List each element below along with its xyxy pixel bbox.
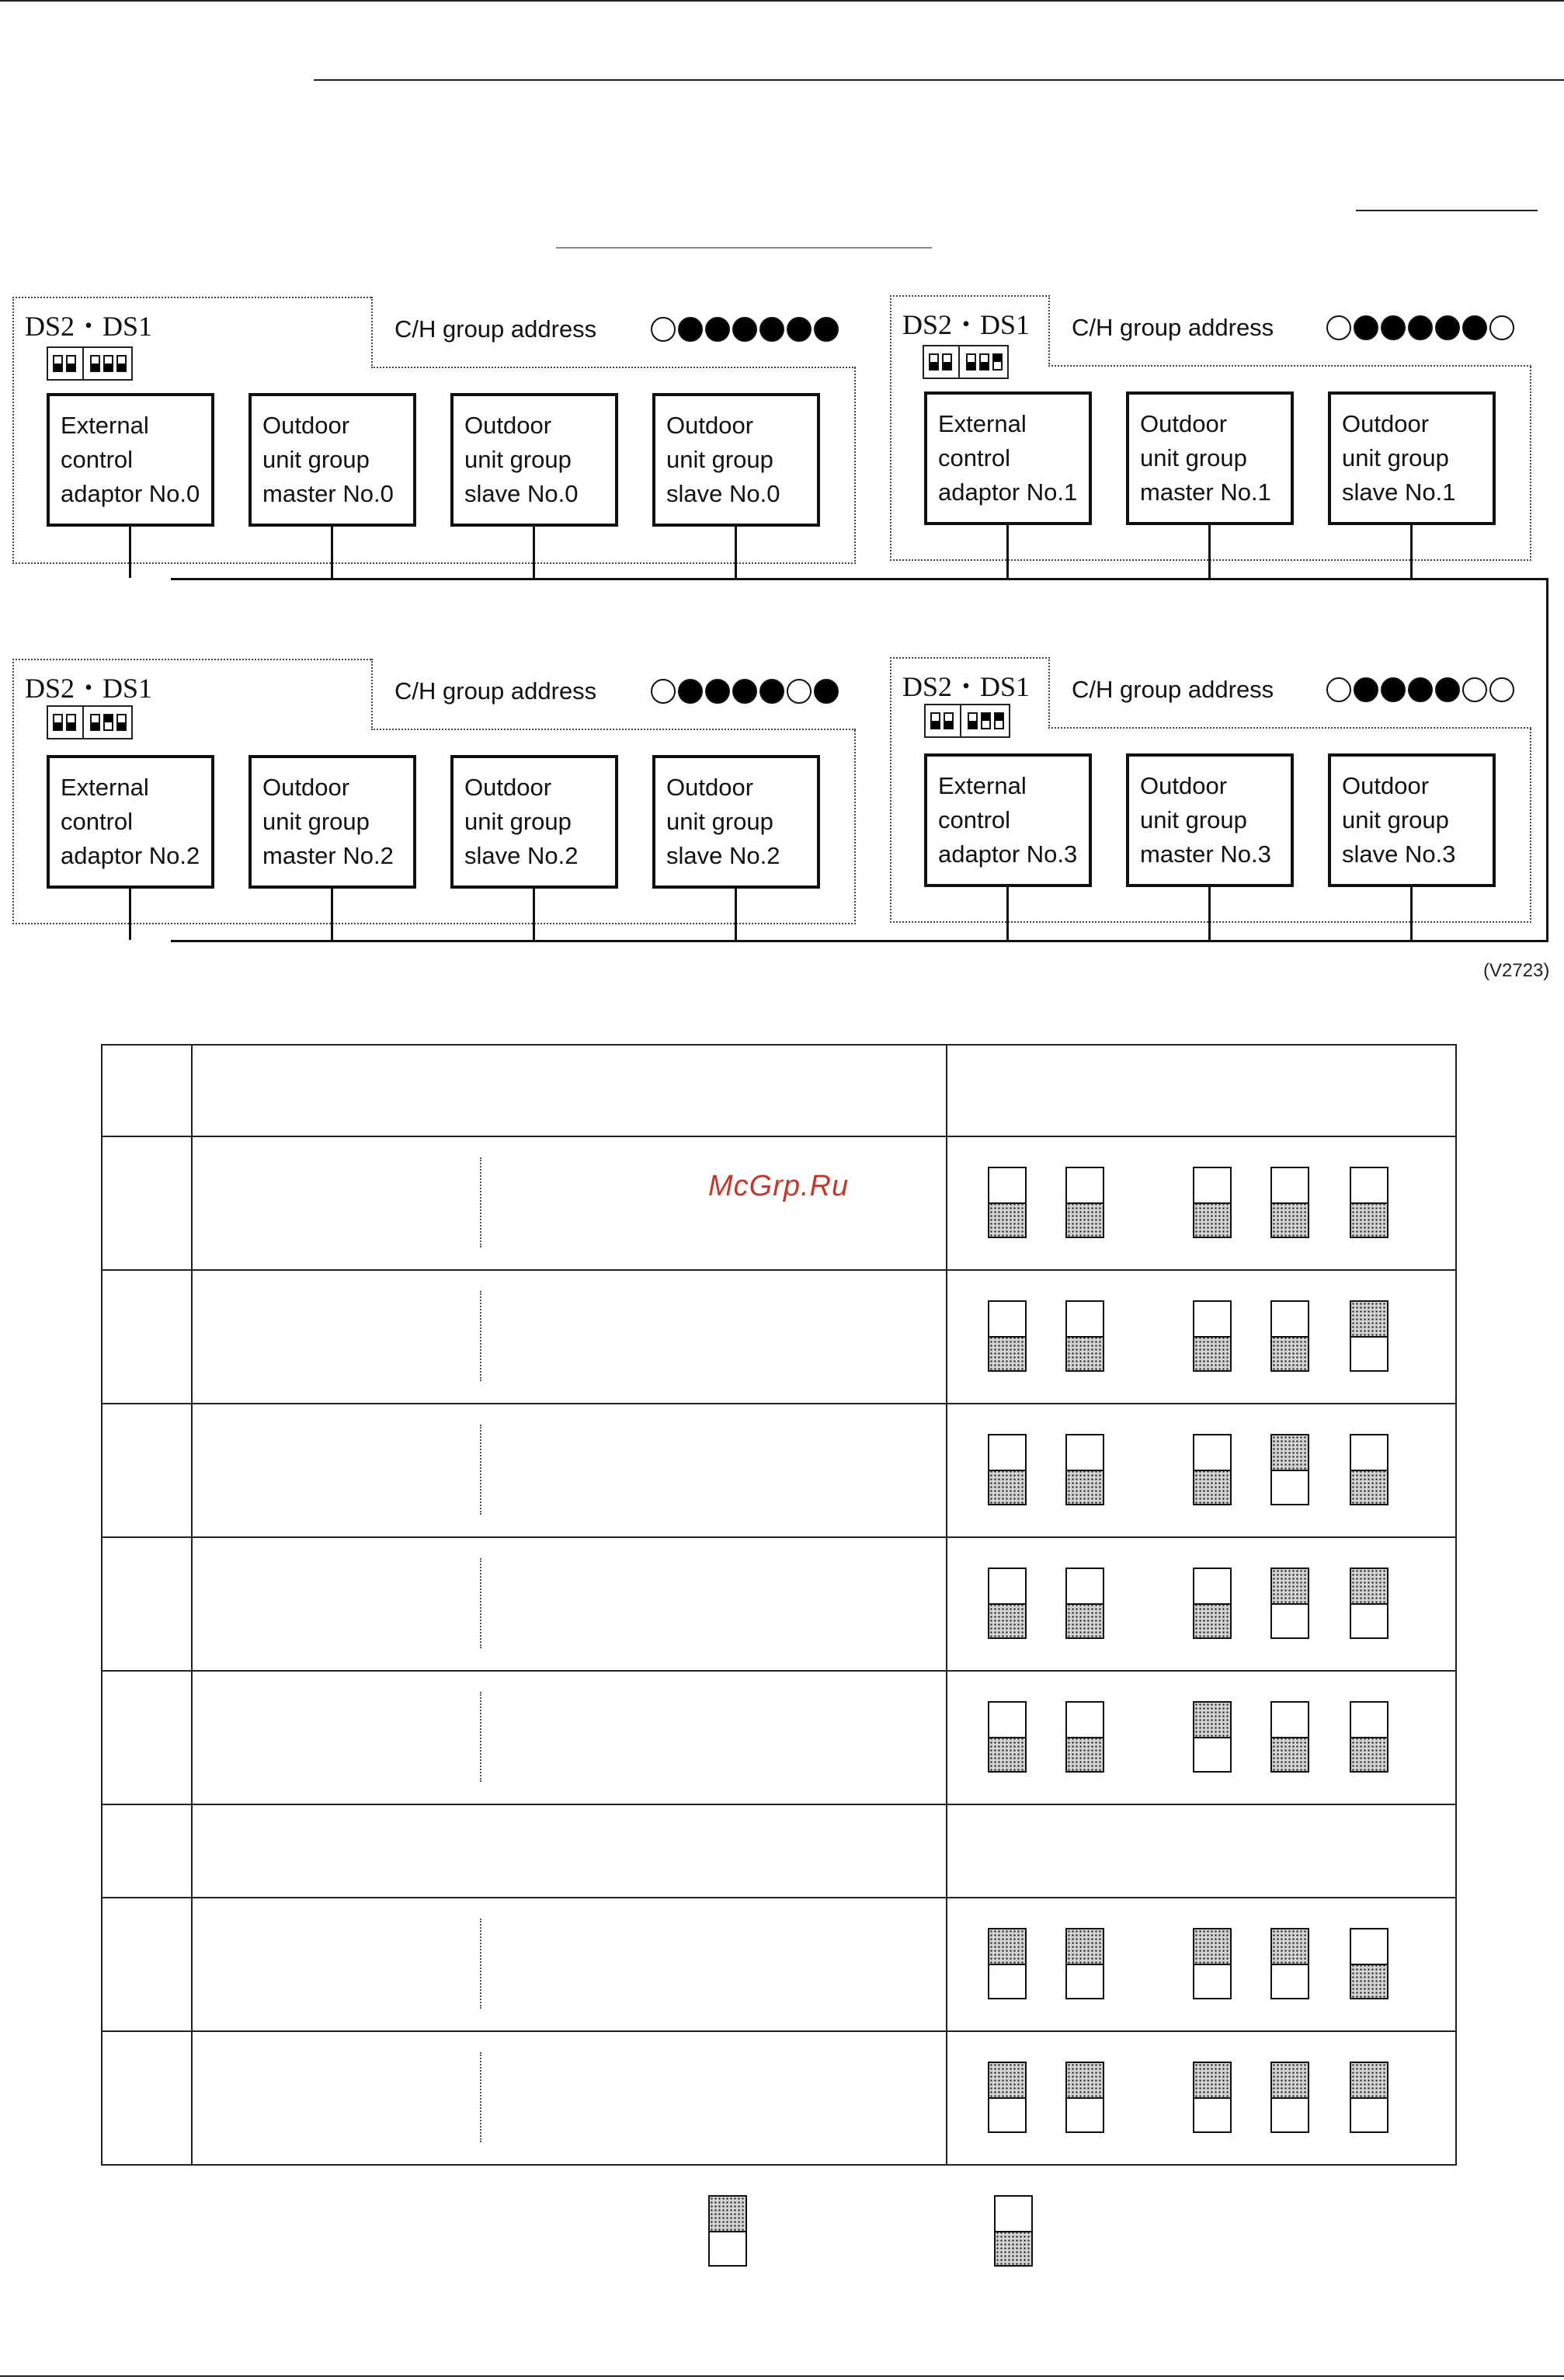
led-indicator-row <box>651 679 839 704</box>
row-dotted-divider <box>480 1558 481 1648</box>
unit-label-line: Outdoor <box>262 412 350 439</box>
dip-knob <box>54 722 61 729</box>
switch-divider <box>1067 1470 1103 1471</box>
dip-switch-position-icon <box>1270 1568 1309 1639</box>
dip-switch-block <box>923 345 1009 379</box>
dip-switch-position-icon <box>1350 1701 1388 1773</box>
bus-line-lower <box>171 940 1548 942</box>
switch-divider <box>1351 1336 1387 1338</box>
unit-drop-wire <box>533 889 535 940</box>
switch-divider <box>1194 2097 1230 2099</box>
led-off-icon <box>651 317 676 342</box>
dip-knob <box>930 362 937 369</box>
switch-divider <box>1351 1964 1387 1965</box>
outdoor-unit-box <box>652 755 820 889</box>
switch-fill <box>996 2231 1031 2265</box>
switch-divider <box>1194 1737 1230 1738</box>
switch-fill <box>1067 1603 1103 1637</box>
dip-switch-position-icon <box>1350 1167 1388 1238</box>
unit-label-line: External <box>938 410 1027 437</box>
switch-fill <box>1194 1929 1230 1964</box>
switch-divider <box>1194 1964 1230 1965</box>
dip-switch-position-icon <box>1350 1568 1388 1639</box>
dip-knob <box>68 722 75 729</box>
switch-divider <box>989 1202 1025 1204</box>
switch-fill <box>1351 1302 1387 1336</box>
dip-switch-icon <box>944 712 954 729</box>
ch-group-address-label: C/H group address <box>394 677 597 705</box>
switch-divider <box>1194 1202 1230 1204</box>
dip-switch-icon <box>53 714 63 731</box>
ch-group-address-label: C/H group address <box>1072 314 1274 341</box>
led-on-icon <box>759 317 784 342</box>
unit-label-line: adaptor No.0 <box>61 480 200 507</box>
unit-label-line: unit group <box>1342 444 1449 471</box>
switch-divider <box>1272 1964 1308 1965</box>
dip-switch-position-icon <box>1065 1928 1104 1999</box>
switch-fill <box>1272 1336 1308 1370</box>
unit-drop-wire <box>1208 887 1211 940</box>
unit-label-line: unit group <box>464 808 572 835</box>
dip-knob <box>945 721 952 728</box>
led-off-icon <box>1489 315 1514 340</box>
dip-switch-icon <box>966 353 976 371</box>
switch-fill <box>1194 1603 1230 1637</box>
unit-drop-wire <box>1006 525 1009 578</box>
dip-switch-position-icon <box>1065 1434 1104 1505</box>
dip-knob <box>118 722 125 729</box>
legend-switch-off-icon <box>994 2195 1033 2267</box>
table-row-divider <box>101 2030 1457 2032</box>
switch-fill <box>1272 1569 1308 1603</box>
unit-label-line: control <box>61 446 134 473</box>
table-frame <box>101 1044 1457 2166</box>
switch-divider <box>1351 1737 1387 1738</box>
table-row-divider <box>101 1269 1457 1271</box>
switch-divider <box>1272 1202 1308 1204</box>
switch-fill <box>1067 2063 1103 2097</box>
unit-label-line: unit group <box>1140 444 1247 471</box>
dip-knob <box>982 714 989 721</box>
dip-switch-position-icon <box>1065 2062 1104 2133</box>
led-on-icon <box>1381 315 1406 340</box>
dip-knob <box>981 362 988 369</box>
led-on-icon <box>759 679 784 704</box>
unit-label-line: master No.3 <box>1140 840 1271 868</box>
dip-knob <box>994 355 1001 362</box>
row-dotted-divider <box>480 1919 481 2009</box>
unit-label-line: master No.1 <box>1140 478 1271 506</box>
switch-fill <box>1351 2063 1387 2097</box>
dip-knob <box>968 362 975 369</box>
led-on-icon <box>1435 677 1460 702</box>
dip-switch-position-icon <box>1270 1167 1309 1238</box>
dip-separator <box>958 346 960 378</box>
led-off-icon <box>1326 315 1351 340</box>
led-off-icon <box>1489 677 1514 702</box>
external-control-adaptor <box>924 391 1092 525</box>
switch-divider <box>1351 1470 1387 1471</box>
dip-switch-icon <box>116 714 127 731</box>
unit-label-line: adaptor No.2 <box>61 842 200 869</box>
dip-switch-icon <box>968 712 978 729</box>
dip-knob <box>92 364 99 371</box>
dip-switch-position-icon <box>1193 1928 1232 1999</box>
dip-switch-icon <box>979 353 989 371</box>
led-indicator-row <box>1326 677 1514 702</box>
outdoor-unit-box <box>1126 753 1294 887</box>
switch-fill <box>989 1603 1025 1637</box>
switch-fill <box>1194 1703 1230 1737</box>
dip-switch-position-icon <box>988 1701 1027 1773</box>
ch-group-address-label: C/H group address <box>394 315 597 343</box>
outdoor-unit-box <box>249 393 416 527</box>
led-off-icon <box>1462 677 1487 702</box>
unit-label-line: unit group <box>666 808 773 835</box>
switch-divider <box>989 1737 1025 1738</box>
underline-short-right <box>1356 210 1538 211</box>
switch-fill <box>989 1737 1025 1771</box>
unit-label-line: External <box>61 774 149 801</box>
bottom-rule <box>0 2375 1564 2377</box>
unit-label-line: Outdoor <box>464 774 552 801</box>
table-row-divider <box>101 1403 1457 1404</box>
dip-switch-icon <box>66 355 76 372</box>
dip-knob <box>54 364 61 371</box>
switch-divider <box>1272 1737 1308 1738</box>
dip-separator <box>82 348 84 379</box>
dip-switch-block <box>47 346 133 381</box>
dip-switch-position-icon <box>988 1300 1027 1372</box>
switch-divider <box>1067 2097 1103 2099</box>
dip-knob <box>969 721 976 728</box>
switch-fill <box>1351 1470 1387 1504</box>
led-on-icon <box>1408 315 1433 340</box>
unit-drop-wire <box>331 889 333 940</box>
unit-label-line: control <box>938 444 1011 471</box>
unit-label-line: unit group <box>262 446 370 473</box>
dip-switch-position-icon <box>1270 1701 1309 1773</box>
unit-drop-wire <box>735 527 737 578</box>
external-control-adaptor <box>47 393 214 527</box>
unit-label-line: External <box>938 772 1027 799</box>
dip-switch-position-icon <box>1350 1300 1388 1372</box>
row-dotted-divider <box>480 1291 481 1381</box>
dip-switch-position-icon <box>1350 1928 1388 1999</box>
dip-switch-icon <box>930 712 940 729</box>
dip-switch-position-icon <box>1193 1167 1232 1238</box>
switch-fill <box>1272 1435 1308 1470</box>
table-row-divider <box>101 1136 1457 1137</box>
switch-divider <box>1067 1603 1103 1605</box>
dip-switch-icon <box>981 712 991 729</box>
dip-switch-position-icon <box>1193 1300 1232 1372</box>
outdoor-unit-box <box>249 755 416 889</box>
outdoor-unit-box <box>450 755 618 889</box>
dip-knob <box>92 722 99 729</box>
dip-switch-position-icon <box>1193 1701 1232 1773</box>
unit-drop-wire <box>1410 887 1413 940</box>
dip-switch-icon <box>942 353 952 371</box>
dip-switch-position-icon <box>988 1434 1027 1505</box>
dip-switch-icon <box>929 353 939 371</box>
ch-group-address-label: C/H group address <box>1072 676 1274 703</box>
dip-switch-icon <box>90 355 100 372</box>
dip-knob <box>944 362 951 369</box>
dip-knob <box>68 364 75 371</box>
unit-drop-wire <box>1410 525 1413 578</box>
switch-divider <box>1067 1336 1103 1338</box>
switch-divider <box>989 2097 1025 2099</box>
dip-switch-position-icon <box>1270 1928 1309 1999</box>
switch-divider <box>1351 1603 1387 1605</box>
unit-label-line: control <box>61 808 134 835</box>
led-off-icon <box>787 679 812 704</box>
dip-switch-icon <box>992 353 1003 371</box>
switch-fill <box>1272 1929 1308 1964</box>
dip-switch-icon <box>66 714 76 731</box>
switch-fill <box>1272 2063 1308 2097</box>
switch-divider <box>710 2231 746 2232</box>
outdoor-unit-box <box>1328 753 1496 887</box>
dip-knob <box>105 364 112 371</box>
unit-drop-wire <box>129 527 131 578</box>
switch-fill <box>989 1470 1025 1504</box>
ds-switch-label: DS2・DS1 <box>25 311 153 342</box>
dip-switch-position-icon <box>1065 1300 1104 1372</box>
led-off-icon <box>651 679 676 704</box>
dip-switch-position-icon <box>1270 1300 1309 1372</box>
unit-label-line: slave No.1 <box>1342 478 1456 506</box>
ds-switch-label: DS2・DS1 <box>902 671 1031 702</box>
unit-label-line: slave No.0 <box>464 480 579 507</box>
dip-switch-position-icon <box>1065 1568 1104 1639</box>
unit-label-line: External <box>61 412 149 439</box>
led-on-icon <box>1462 315 1487 340</box>
dip-switch-position-icon <box>1065 1701 1104 1773</box>
switch-fill <box>1194 1470 1230 1504</box>
led-on-icon <box>814 317 839 342</box>
dip-switch-icon <box>994 712 1004 729</box>
dip-switch-position-icon <box>988 1928 1027 1999</box>
outdoor-unit-box <box>1328 391 1496 525</box>
led-indicator-row <box>651 317 839 342</box>
unit-label-line: slave No.0 <box>666 480 780 507</box>
switch-divider <box>1351 1202 1387 1204</box>
dip-knob <box>996 714 1003 721</box>
underline-mid <box>556 247 932 249</box>
switch-divider <box>1272 1336 1308 1338</box>
unit-label-line: unit group <box>464 446 572 473</box>
unit-label-line: slave No.2 <box>464 842 579 869</box>
unit-label-line: Outdoor <box>464 412 552 439</box>
row-dotted-divider <box>480 1157 481 1247</box>
led-off-icon <box>1326 677 1351 702</box>
switch-fill <box>989 1929 1025 1964</box>
switch-fill <box>1067 1202 1103 1237</box>
unit-label-line: Outdoor <box>666 412 754 439</box>
switch-fill <box>989 2063 1025 2097</box>
switch-fill <box>1272 1737 1308 1771</box>
row-dotted-divider <box>480 1425 481 1515</box>
led-on-icon <box>705 317 730 342</box>
led-on-icon <box>678 317 703 342</box>
unit-label-line: Outdoor <box>1140 772 1228 799</box>
led-on-icon <box>814 679 839 704</box>
unit-label-line: Outdoor <box>1342 410 1430 437</box>
dip-knob <box>105 715 112 722</box>
switch-divider <box>1272 2097 1308 2099</box>
switch-divider <box>1194 1470 1230 1471</box>
external-control-adaptor <box>47 755 214 889</box>
unit-label-line: slave No.3 <box>1342 840 1456 868</box>
unit-label-line: unit group <box>1342 806 1449 833</box>
led-on-icon <box>705 679 730 704</box>
dip-switch-position-icon <box>1270 2062 1309 2133</box>
unit-label-line: adaptor No.3 <box>938 840 1078 868</box>
unit-label-line: Outdoor <box>1140 410 1228 437</box>
outdoor-unit-box <box>652 393 820 527</box>
dip-switch-icon <box>116 355 127 372</box>
unit-label-line: master No.2 <box>262 842 394 869</box>
dip-knob <box>932 721 939 728</box>
top-border <box>0 0 1564 2</box>
unit-drop-wire <box>533 527 535 578</box>
switch-fill <box>989 1202 1025 1237</box>
unit-label-line: adaptor No.1 <box>938 478 1078 506</box>
dip-switch-position-icon <box>1193 1434 1232 1505</box>
bus-line-upper <box>171 578 1548 580</box>
unit-label-line: Outdoor <box>1342 772 1430 799</box>
switch-fill <box>1067 1929 1103 1964</box>
switch-fill <box>1067 1470 1103 1504</box>
unit-drop-wire <box>129 889 131 940</box>
led-on-icon <box>732 317 757 342</box>
switch-divider <box>1067 1964 1103 1965</box>
unit-label-line: control <box>938 806 1011 833</box>
row-dotted-divider <box>480 2052 481 2142</box>
dip-switch-position-icon <box>1270 1434 1309 1505</box>
outdoor-unit-box <box>1126 391 1294 525</box>
dip-switch-block <box>47 705 133 739</box>
legend-switch-on-icon <box>708 2195 747 2267</box>
dip-switch-block <box>924 704 1010 738</box>
switch-divider <box>989 1470 1025 1471</box>
figure-code: (V2723) <box>1483 960 1550 981</box>
dip-switch-position-icon <box>1350 1434 1388 1505</box>
led-indicator-row <box>1326 315 1514 340</box>
watermark: McGrp.Ru <box>708 1170 850 1202</box>
unit-label-line: master No.0 <box>262 480 394 507</box>
switch-divider <box>1067 1737 1103 1738</box>
switch-divider <box>996 2231 1031 2232</box>
switch-divider <box>989 1964 1025 1965</box>
dip-separator <box>82 707 84 738</box>
unit-drop-wire <box>1006 887 1009 940</box>
switch-fill <box>1194 2063 1230 2097</box>
unit-drop-wire <box>735 889 737 940</box>
led-on-icon <box>678 679 703 704</box>
dip-switch-position-icon <box>988 1568 1027 1639</box>
dip-switch-position-icon <box>988 2062 1027 2133</box>
switch-fill <box>1194 1336 1230 1370</box>
header-rule <box>314 79 1564 81</box>
dip-switch-icon <box>90 714 100 731</box>
unit-label-line: unit group <box>262 808 370 835</box>
led-on-icon <box>787 317 812 342</box>
dip-switch-position-icon <box>1193 2062 1232 2133</box>
switch-fill <box>989 1336 1025 1370</box>
led-on-icon <box>1435 315 1460 340</box>
switch-divider <box>1351 2097 1387 2099</box>
ds-switch-label: DS2・DS1 <box>902 309 1031 340</box>
unit-drop-wire <box>1208 525 1211 578</box>
switch-divider <box>1194 1603 1230 1605</box>
switch-divider <box>989 1336 1025 1338</box>
unit-label-line: Outdoor <box>666 774 754 801</box>
switch-divider <box>989 1603 1025 1605</box>
led-on-icon <box>1381 677 1406 702</box>
switch-fill <box>1272 1202 1308 1237</box>
external-control-adaptor <box>924 753 1092 887</box>
dip-switch-icon <box>103 714 113 731</box>
switch-divider <box>1067 1202 1103 1204</box>
dip-knob <box>118 364 125 371</box>
switch-fill <box>1351 1964 1387 1998</box>
led-on-icon <box>1354 315 1378 340</box>
table-col-divider-2 <box>946 1044 947 2166</box>
switch-divider <box>1272 1470 1308 1471</box>
dip-switch-position-icon <box>1350 2062 1388 2133</box>
switch-fill <box>1067 1737 1103 1771</box>
switch-fill <box>710 2197 746 2231</box>
switch-fill <box>1351 1737 1387 1771</box>
led-on-icon <box>1354 677 1378 702</box>
row-dotted-divider <box>480 1692 481 1782</box>
unit-label-line: unit group <box>1140 806 1247 833</box>
switch-fill <box>1351 1202 1387 1237</box>
switch-divider <box>1194 1336 1230 1338</box>
table-col-divider-1 <box>191 1044 193 2166</box>
unit-label-line: slave No.2 <box>666 842 780 869</box>
dip-switch-position-icon <box>1193 1568 1232 1639</box>
outdoor-unit-box <box>450 393 618 527</box>
unit-label-line: unit group <box>666 446 773 473</box>
dip-separator <box>960 705 961 736</box>
dip-switch-icon <box>103 355 113 372</box>
table-row-divider <box>101 1897 1457 1898</box>
bus-riser <box>1546 578 1548 942</box>
switch-fill <box>1351 1569 1387 1603</box>
switch-divider <box>1272 1603 1308 1605</box>
table-row-divider <box>101 1804 1457 1805</box>
unit-drop-wire <box>331 527 333 578</box>
switch-fill <box>1194 1202 1230 1237</box>
dip-switch-position-icon <box>1065 1167 1104 1238</box>
table-row-divider <box>101 1670 1457 1672</box>
dip-switch-icon <box>53 355 63 372</box>
dip-switch-position-icon <box>988 1167 1027 1238</box>
led-on-icon <box>732 679 757 704</box>
table-row-divider <box>101 1536 1457 1538</box>
switch-fill <box>1067 1336 1103 1370</box>
led-on-icon <box>1408 677 1433 702</box>
unit-label-line: Outdoor <box>262 774 350 801</box>
ds-switch-label: DS2・DS1 <box>25 673 153 704</box>
